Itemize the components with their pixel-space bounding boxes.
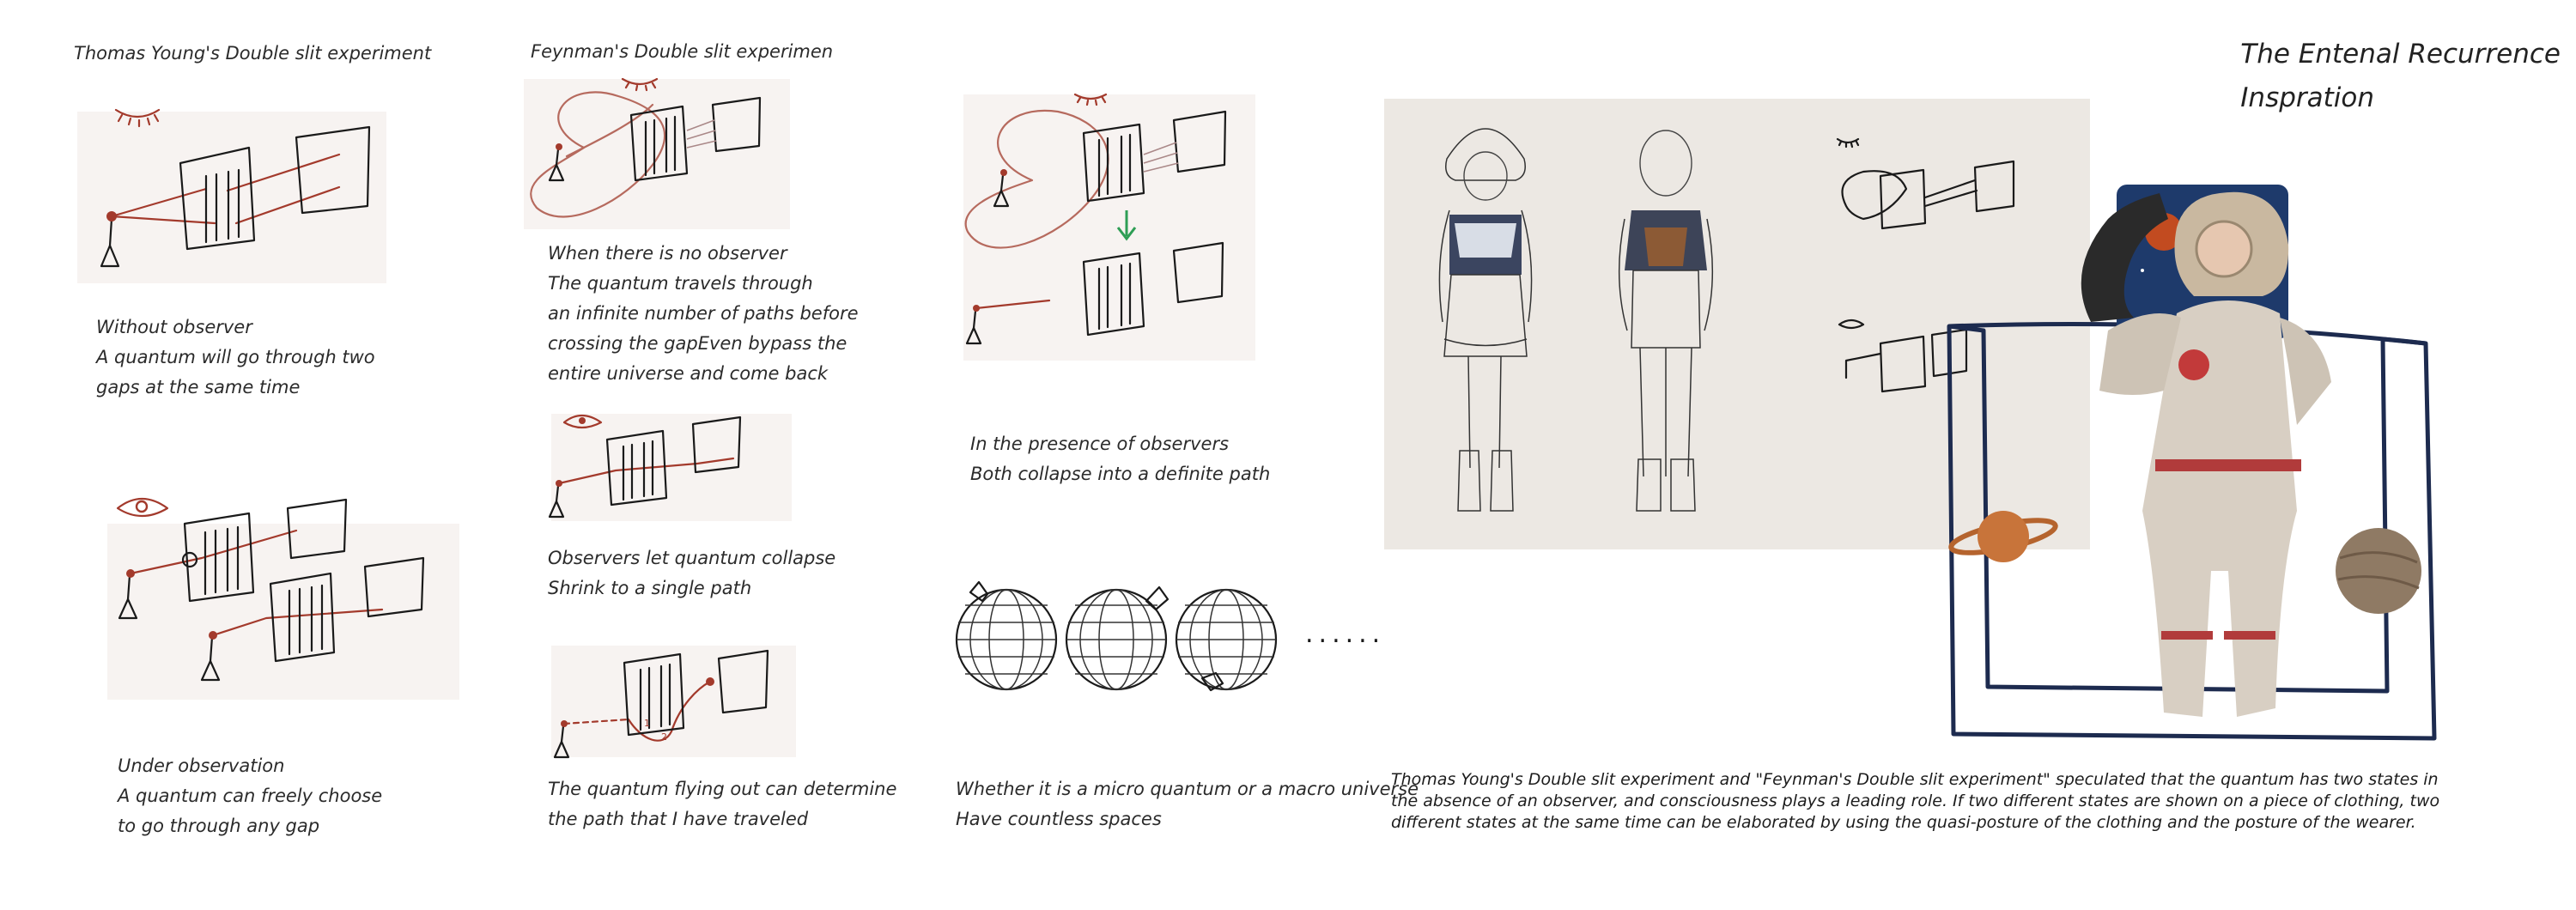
main-title: The Entenal Recurrence Inspration (2240, 39, 2561, 113)
no-observer-caption: When there is no observer The quantum travels through an infinite number of paths before crossing the gapEven bypass the entire universe and come back (548, 243, 859, 384)
feynman-flying-out-sketch (543, 637, 800, 766)
globes-sketch (953, 575, 1434, 704)
open-eye-icon (1839, 320, 1863, 328)
presence-of-observers-sketch (955, 86, 1264, 369)
under-observation-caption: Under observation A quantum can freely choose to go through any gap (118, 755, 383, 836)
rock-planet-image (2336, 528, 2421, 614)
feynman-no-observer-sketch (515, 70, 799, 234)
saturn-image (1948, 511, 2057, 562)
observers-collapse-caption: Observers let quantum collapse Shrink to a single path (548, 548, 836, 598)
ellipsis: ...... (1305, 619, 1386, 649)
feynman-observed-sketch (534, 397, 800, 525)
without-observer-caption: Without observer A quantum will go through two gaps at the same time (96, 317, 375, 397)
flying-out-caption: The quantum flying out can determine the path that I have traveled (548, 779, 897, 829)
description-paragraph: Thomas Young's Double slit experiment and "Feynman's Double slit experiment" speculated that the quantum has two states in the absence of an observer, and consciousness plays a leading role. If two different states are shown on a piece of clothing, two different states at the same time can be elaborated by using the quasi-posture of the clothing and the posture of the wearer. (1391, 770, 2440, 832)
globe-3 (1176, 590, 1276, 690)
globe-2 (1066, 587, 1168, 689)
feynman-title: Feynman's Double slit experimen (531, 41, 834, 62)
young-no-observer-sketch (77, 94, 395, 292)
open-eye-icon (118, 499, 167, 516)
young-title: Thomas Young's Double slit experiment (74, 43, 432, 64)
presence-caption: In the presence of observers Both collapse into a definite path (970, 434, 1271, 484)
costume-sketch-figure-2 (1606, 116, 1726, 528)
costume-sketch-figure-1 (1425, 107, 1546, 528)
globe-1 (957, 582, 1056, 689)
closed-eye-icon (1838, 139, 1858, 147)
young-observed-sketch (107, 489, 468, 704)
slit-number-1: 1 (644, 718, 650, 729)
micro-macro-caption: Whether it is a micro quantum or a macro universe Have countless spaces (956, 779, 1419, 829)
slit-number-2: 2 (661, 731, 667, 743)
astronaut-collage (1936, 167, 2451, 760)
